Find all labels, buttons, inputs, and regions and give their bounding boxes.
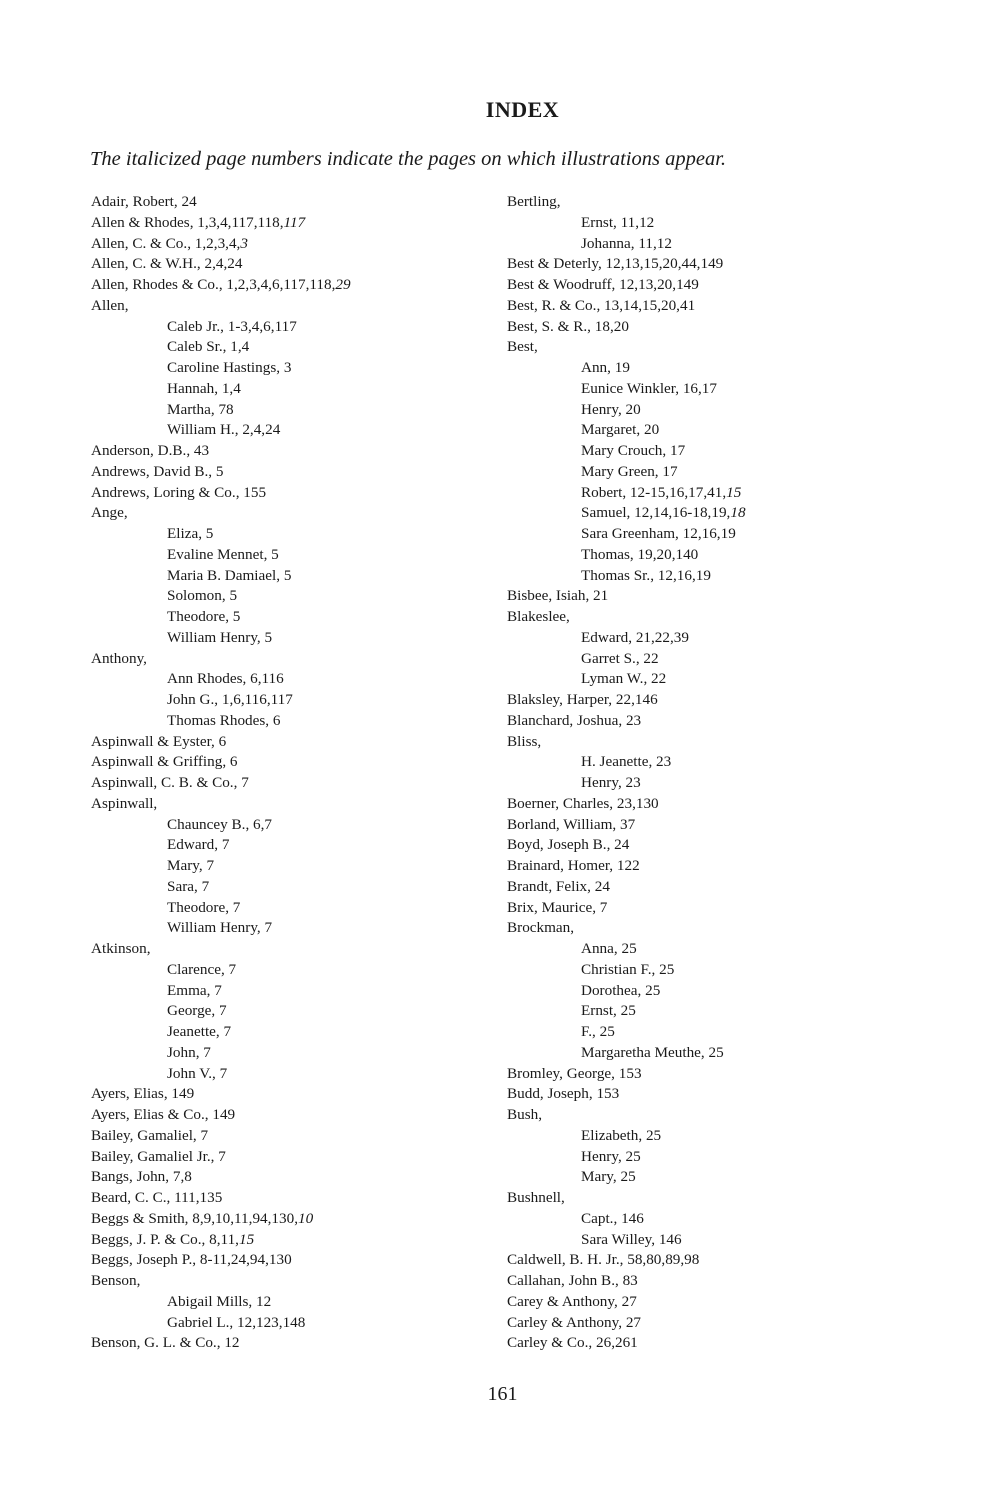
entry-text: Eunice Winkler, 16,17 — [581, 379, 717, 397]
entry-text: Anderson, D.B., 43 — [91, 442, 210, 459]
entry-text: Hannah, 1,4 — [167, 379, 241, 397]
entry-text: Johanna, 11,12 — [581, 234, 672, 252]
entry-text: Maria B. Damiael, 5 — [167, 566, 292, 584]
entry-text: Sara Greenham, 12,16,19 — [581, 525, 736, 542]
entry-text: Mary Crouch, 17 — [581, 442, 686, 459]
entry-text: Aspinwall & Griffing, 6 — [91, 753, 238, 771]
index-entry — [91, 732, 481, 753]
entry-text: Allen & Rhodes, 1,3,4,117,118, — [91, 213, 284, 231]
entry-text: Clarence, 7 — [167, 960, 237, 978]
entry-text: William Henry, 5 — [167, 628, 273, 646]
entry-text: Lyman W., 22 — [581, 670, 667, 688]
index-subentry — [91, 981, 481, 1002]
index-entry — [507, 794, 947, 815]
index-entry — [91, 1333, 481, 1354]
index-entry — [91, 462, 481, 483]
index-column-left — [91, 192, 481, 1354]
index-entry — [507, 586, 947, 607]
entry-text: Solomon, 5 — [167, 587, 238, 605]
entry-text: Sara Willey, 146 — [581, 1230, 682, 1248]
entry-text: Beard, C. C., 111,135 — [91, 1189, 223, 1206]
index-subentry — [507, 752, 947, 773]
index-subentry — [507, 628, 947, 649]
index-subentry — [91, 400, 481, 421]
index-entry — [507, 732, 947, 753]
index-subentry — [507, 524, 947, 545]
illustration-page-ref: 15 — [726, 483, 742, 501]
index-entry — [507, 815, 947, 836]
entry-text: Aspinwall, C. B. & Co., 7 — [91, 774, 249, 791]
illustration-page-ref: 18 — [730, 504, 746, 522]
entry-text: Christian F., 25 — [581, 960, 675, 978]
index-subentry — [91, 856, 481, 877]
index-entry — [91, 1084, 481, 1105]
index-subentry — [507, 462, 947, 483]
index-subentry — [507, 1126, 947, 1147]
index-subentry — [507, 773, 947, 794]
entry-text: H. Jeanette, 23 — [581, 753, 672, 771]
entry-text: Allen, C. & W.H., 2,4,24 — [91, 255, 243, 273]
index-subentry — [91, 1022, 481, 1043]
index-entry — [507, 918, 947, 939]
index-entry — [91, 213, 481, 234]
index-entry — [507, 1250, 947, 1271]
entry-text: Theodore, 5 — [167, 608, 241, 625]
entry-text: Bailey, Gamaliel Jr., 7 — [91, 1147, 226, 1165]
index-subentry — [507, 213, 947, 234]
index-entry — [91, 794, 481, 815]
entry-text: Capt., 146 — [581, 1209, 644, 1227]
entry-text: John, 7 — [167, 1043, 211, 1061]
index-entry — [507, 254, 947, 275]
entry-text: Andrews, David B., 5 — [91, 462, 224, 480]
entry-text: Henry, 25 — [581, 1147, 641, 1165]
index-entry — [507, 1271, 947, 1292]
entry-text: Robert, 12-15,16,17,41, — [581, 483, 727, 501]
entry-text: William H., 2,4,24 — [167, 421, 281, 439]
entry-text: Allen, Rhodes & Co., 1,2,3,4,6,117,118, — [91, 276, 336, 293]
page-subtitle: The italicized page numbers indicate the pages on which illustrations appear. — [90, 148, 727, 170]
entry-text: Ann Rhodes, 6,116 — [167, 670, 284, 688]
index-subentry — [507, 1043, 947, 1064]
entry-text: Brandt, Felix, 24 — [507, 877, 610, 895]
entry-text: Abigail Mills, 12 — [167, 1292, 272, 1310]
entry-text: Henry, 23 — [581, 774, 641, 791]
entry-text: Ann, 19 — [581, 359, 630, 376]
entry-text: Bliss, — [507, 732, 542, 750]
index-subentry — [507, 483, 947, 504]
entry-text: Theodore, 7 — [167, 898, 241, 916]
entry-text: Caroline Hastings, 3 — [167, 359, 292, 376]
entry-text: Anna, 25 — [581, 940, 637, 957]
index-subentry — [91, 918, 481, 939]
entry-text: Ange, — [91, 504, 128, 522]
index-entry — [91, 1250, 481, 1271]
entry-text: Callahan, John B., 83 — [507, 1272, 638, 1289]
entry-text: Best & Woodruff, 12,13,20,149 — [507, 276, 699, 293]
index-subentry — [91, 566, 481, 587]
page-title: INDEX — [485, 97, 560, 122]
index-entry — [507, 835, 947, 856]
entry-text: Dorothea, 25 — [581, 981, 661, 999]
index-entry — [507, 1313, 947, 1334]
index-subentry — [507, 1209, 947, 1230]
entry-text: Beggs, J. P. & Co., 8,11, — [91, 1230, 239, 1248]
entry-text: Ayers, Elias, 149 — [91, 1085, 195, 1103]
entry-text: Beggs, Joseph P., 8-11,24,94,130 — [91, 1251, 292, 1269]
page-number: 161 — [487, 1383, 518, 1405]
index-entry — [507, 337, 947, 358]
index-entry — [507, 711, 947, 732]
index-entry — [91, 192, 481, 213]
index-entry — [91, 939, 481, 960]
index-entry — [91, 1126, 481, 1147]
entry-text: Eliza, 5 — [167, 525, 214, 542]
index-entry — [507, 690, 947, 711]
index-subentry — [91, 690, 481, 711]
entry-text: Caleb Sr., 1,4 — [167, 338, 250, 356]
entry-text: George, 7 — [167, 1002, 227, 1020]
entry-text: Thomas Sr., 12,16,19 — [581, 566, 711, 584]
index-subentry — [91, 1292, 481, 1313]
index-entry — [507, 898, 947, 919]
index-entry — [91, 1209, 481, 1230]
index-subentry — [507, 545, 947, 566]
index-subentry — [507, 1167, 947, 1188]
entry-text: Brockman, — [507, 919, 575, 937]
illustration-page-ref: 10 — [298, 1209, 314, 1227]
entry-text: Brix, Maurice, 7 — [507, 898, 608, 916]
entry-text: Bisbee, Isiah, 21 — [507, 587, 609, 605]
entry-text: Margaretha Meuthe, 25 — [581, 1043, 724, 1061]
entry-text: Carey & Anthony, 27 — [507, 1292, 637, 1310]
illustration-page-ref: 117 — [283, 213, 306, 231]
entry-text: Samuel, 12,14,16-18,19, — [581, 504, 731, 522]
entry-text: Allen, — [91, 296, 129, 314]
index-entry — [507, 275, 947, 296]
index-subentry — [91, 337, 481, 358]
index-subentry — [91, 1064, 481, 1085]
index-entry — [507, 317, 947, 338]
index-subentry — [91, 1313, 481, 1334]
entry-text: Garret S., 22 — [581, 649, 659, 667]
entry-text: F., 25 — [581, 1023, 615, 1040]
index-subentry — [91, 669, 481, 690]
index-subentry — [507, 981, 947, 1002]
entry-text: Carley & Co., 26,261 — [507, 1334, 638, 1352]
index-subentry — [91, 1043, 481, 1064]
entry-text: Edward, 7 — [167, 836, 230, 854]
index-subentry — [507, 400, 947, 421]
index-subentry — [507, 939, 947, 960]
index-column-right — [507, 192, 947, 1354]
entry-text: Caleb Jr., 1-3,4,6,117 — [167, 317, 297, 335]
index-subentry — [91, 711, 481, 732]
index-entry — [91, 649, 481, 670]
index-subentry — [91, 877, 481, 898]
entry-text: Henry, 20 — [581, 400, 641, 418]
entry-text: Mary, 25 — [581, 1168, 636, 1186]
index-subentry — [507, 420, 947, 441]
entry-text: Thomas, 19,20,140 — [581, 545, 699, 563]
illustration-page-ref: 15 — [238, 1230, 255, 1248]
index-subentry — [91, 607, 481, 628]
entry-text: Aspinwall & Eyster, 6 — [91, 732, 227, 750]
entry-text: Best & Deterly, 12,13,15,20,44,149 — [507, 255, 724, 273]
entry-text: Martha, 78 — [167, 400, 234, 418]
index-entry — [91, 1167, 481, 1188]
entry-text: Blakeslee, — [507, 608, 570, 625]
entry-text: Aspinwall, — [91, 794, 158, 812]
entry-text: Sara, 7 — [167, 877, 210, 895]
index-subentry — [507, 379, 947, 400]
index-subentry — [507, 1022, 947, 1043]
entry-text: Borland, William, 37 — [507, 815, 636, 833]
index-entry — [91, 773, 481, 794]
entry-text: Mary, 7 — [167, 857, 215, 874]
index-entry — [507, 877, 947, 898]
index-subentry — [91, 379, 481, 400]
entry-text: Budd, Joseph, 153 — [507, 1085, 620, 1103]
entry-text: Bailey, Gamaliel, 7 — [91, 1126, 209, 1144]
index-subentry — [91, 586, 481, 607]
index-subentry — [507, 1147, 947, 1168]
index-entry — [91, 296, 481, 317]
entry-text: Emma, 7 — [167, 981, 222, 999]
entry-text: Bushnell, — [507, 1189, 565, 1206]
index-entry — [507, 192, 947, 213]
entry-text: Bromley, George, 153 — [507, 1064, 642, 1082]
entry-text: Boerner, Charles, 23,130 — [507, 794, 659, 812]
index-subentry — [507, 960, 947, 981]
entry-text: Caldwell, B. H. Jr., 58,80,89,98 — [507, 1251, 700, 1269]
entry-text: Chauncey B., 6,7 — [167, 815, 273, 833]
entry-text: Jeanette, 7 — [167, 1023, 232, 1040]
index-subentry — [91, 545, 481, 566]
index-entry — [91, 752, 481, 773]
index-entry — [507, 1064, 947, 1085]
index-subentry — [507, 566, 947, 587]
index-entry — [507, 1333, 947, 1354]
index-entry — [91, 275, 481, 296]
index-entry — [507, 1105, 947, 1126]
entry-text: Bertling, — [507, 193, 561, 210]
entry-text: Allen, C. & Co., 1,2,3,4, — [91, 234, 241, 252]
index-subentry — [507, 1001, 947, 1022]
index-entry — [91, 1271, 481, 1292]
index-entry — [91, 441, 481, 462]
index-entry — [91, 1188, 481, 1209]
illustration-page-ref: 29 — [335, 276, 351, 293]
entry-text: Ernst, 25 — [581, 1002, 636, 1020]
entry-text: Anthony, — [91, 649, 147, 667]
index-entry — [91, 503, 481, 524]
entry-text: Beggs & Smith, 8,9,10,11,94,130, — [91, 1209, 299, 1227]
index-subentry — [507, 441, 947, 462]
entry-text: John G., 1,6,116,117 — [167, 691, 293, 708]
entry-text: Elizabeth, 25 — [581, 1126, 662, 1144]
index-subentry — [507, 1230, 947, 1251]
index-subentry — [91, 898, 481, 919]
entry-text: Best, S. & R., 18,20 — [507, 317, 629, 335]
index-subentry — [91, 960, 481, 981]
index-entry — [507, 1084, 947, 1105]
entry-text: Carley & Anthony, 27 — [507, 1313, 642, 1331]
index-entry — [91, 1147, 481, 1168]
entry-text: Benson, — [91, 1272, 141, 1289]
index-entry — [507, 296, 947, 317]
entry-text: Andrews, Loring & Co., 155 — [91, 483, 267, 501]
entry-text: Best, R. & Co., 13,14,15,20,41 — [507, 296, 696, 314]
entry-text: Best, — [507, 338, 538, 356]
index-entry — [91, 483, 481, 504]
index-subentry — [507, 649, 947, 670]
entry-text: Margaret, 20 — [581, 421, 660, 439]
illustration-page-ref: 3 — [240, 234, 248, 252]
entry-text: Blaksley, Harper, 22,146 — [507, 691, 658, 708]
index-entry — [507, 856, 947, 877]
index-subentry — [91, 1001, 481, 1022]
index-entry — [91, 1105, 481, 1126]
entry-text: Atkinson, — [91, 940, 151, 957]
index-entry — [91, 1230, 481, 1251]
entry-text: Mary Green, 17 — [581, 462, 678, 480]
entry-text: Thomas Rhodes, 6 — [167, 711, 281, 729]
index-subentry — [91, 628, 481, 649]
index-subentry — [91, 420, 481, 441]
entry-text: Edward, 21,22,39 — [581, 628, 689, 646]
index-subentry — [507, 358, 947, 379]
entry-text: Bangs, John, 7,8 — [91, 1168, 192, 1186]
entry-text: Gabriel L., 12,123,148 — [167, 1313, 306, 1331]
index-entry — [91, 254, 481, 275]
entry-text: Blanchard, Joshua, 23 — [507, 711, 642, 729]
entry-text: Ayers, Elias & Co., 149 — [91, 1106, 236, 1123]
index-entry — [91, 234, 481, 255]
index-subentry — [91, 835, 481, 856]
index-entry — [507, 1292, 947, 1313]
index-subentry — [91, 524, 481, 545]
entry-text: Bush, — [507, 1106, 543, 1123]
index-subentry — [507, 503, 947, 524]
entry-text: Benson, G. L. & Co., 12 — [91, 1334, 240, 1352]
index-entry — [507, 607, 947, 628]
index-subentry — [91, 317, 481, 338]
entry-text: William Henry, 7 — [167, 919, 273, 937]
index-subentry — [507, 234, 947, 255]
entry-text: Evaline Mennet, 5 — [167, 545, 279, 563]
entry-text: Ernst, 11,12 — [581, 213, 655, 231]
index-subentry — [507, 669, 947, 690]
entry-text: Adair, Robert, 24 — [91, 193, 197, 210]
index-subentry — [91, 815, 481, 836]
entry-text: Boyd, Joseph B., 24 — [507, 836, 630, 854]
index-subentry — [91, 358, 481, 379]
entry-text: John V., 7 — [167, 1064, 228, 1082]
entry-text: Brainard, Homer, 122 — [507, 857, 640, 874]
index-entry — [507, 1188, 947, 1209]
